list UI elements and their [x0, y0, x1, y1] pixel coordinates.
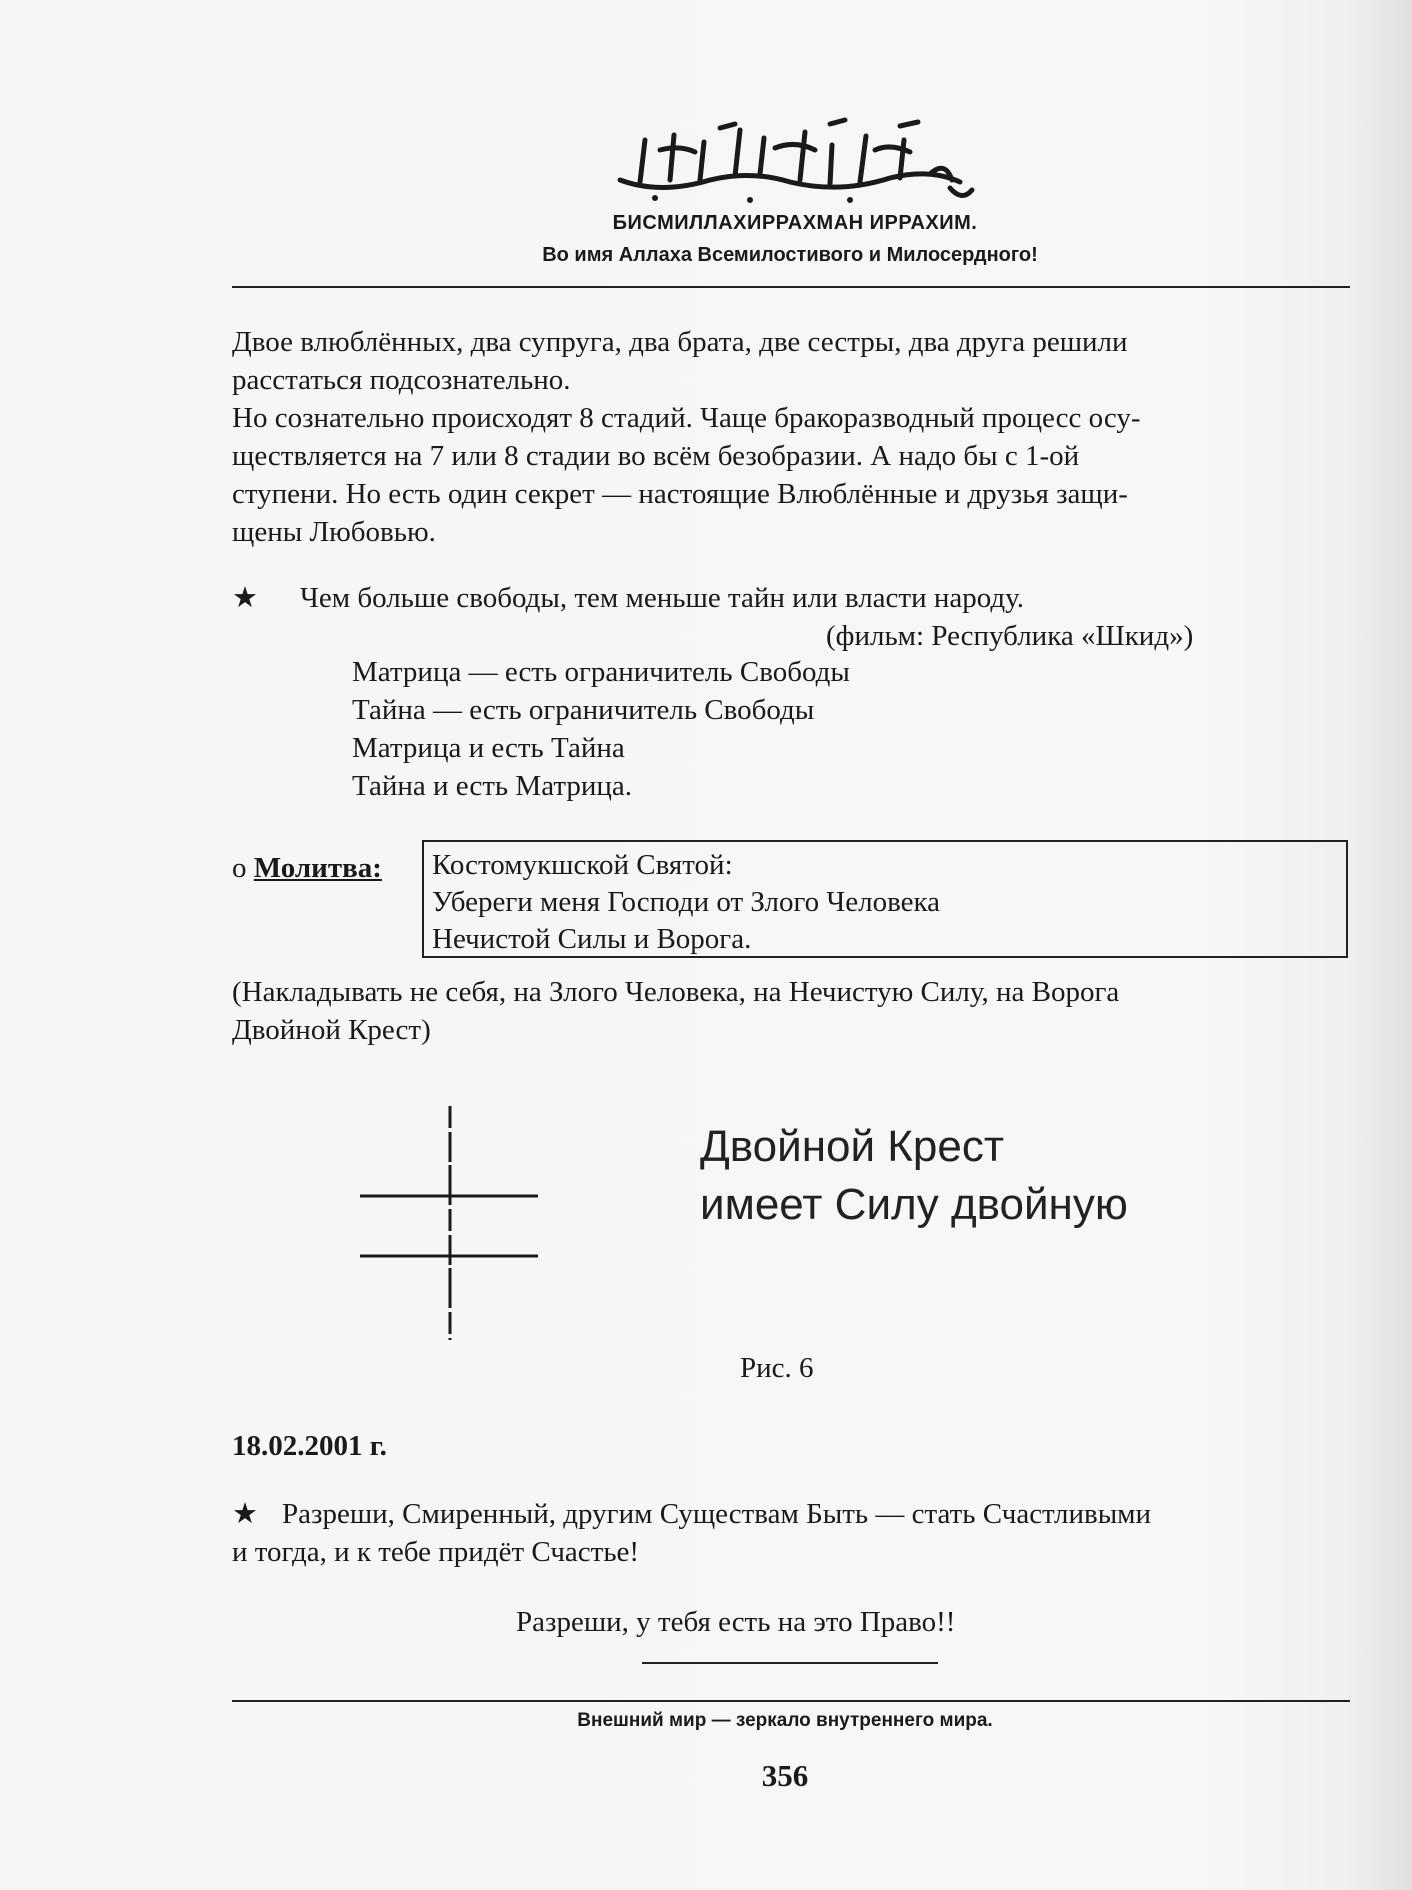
- star-icon: ★: [232, 1498, 258, 1530]
- prayer-line: Костомукшской Святой:: [432, 849, 733, 881]
- page-edge-shadow: [1352, 0, 1412, 1890]
- prayer-note: Двойной Крест): [232, 1014, 431, 1046]
- figure-caption-line: Двойной Крест: [700, 1122, 1005, 1171]
- double-cross-figure: [350, 1100, 550, 1350]
- verse-line: Матрица — есть ограничитель Свободы: [352, 656, 850, 688]
- header-subtitle: Во имя Аллаха Всемилостивого и Милосердного!: [542, 244, 1038, 266]
- prayer-box: [422, 840, 1348, 958]
- paragraph-line: ступени. Но есть один секрет — настоящие Влюблённые и друзья защи-: [232, 478, 1128, 510]
- prayer-label: [232, 852, 382, 885]
- figure-caption: [700, 1118, 1128, 1234]
- paragraph-line: ществляется на 7 или 8 стадии во всём безобразии. А надо бы с 1-ой: [232, 440, 1080, 472]
- footer-motto: Внешний мир — зеркало внутреннего мира.: [577, 1710, 993, 1731]
- paragraph-line: Двое влюблённых, два супруга, два брата, две сестры, два друга решили: [232, 326, 1128, 358]
- closing-divider: [642, 1662, 938, 1664]
- footer-divider: [232, 1700, 1350, 1702]
- prayer-line: Нечистой Силы и Ворога.: [432, 923, 752, 955]
- star-icon: ★: [232, 582, 258, 614]
- quote-source: (фильм: Республика «Шкид»): [826, 620, 1194, 652]
- entry-date: 18.02.2001 г.: [232, 1430, 387, 1462]
- prayer-line: Убереги меня Господи от Злого Человека: [432, 886, 941, 918]
- paragraph-line: щены Любовью.: [232, 516, 436, 548]
- paragraph-line: Но сознательно происходят 8 стадий. Чаще бракоразводный процесс осу-: [232, 402, 1141, 434]
- page-number: 356: [761, 1758, 809, 1793]
- bismillah-calligraphy: [600, 110, 980, 210]
- prayer-label-text: Молитва:: [253, 852, 382, 884]
- figure-label: Рис. 6: [740, 1352, 814, 1384]
- verse-line: Матрица и есть Тайна: [352, 732, 625, 764]
- verse-line: Тайна и есть Матрица.: [352, 770, 633, 802]
- figure-caption-line: имеет Силу двойную: [700, 1180, 1128, 1229]
- quote-text: Чем больше свободы, тем меньше тайн или власти народу.: [300, 582, 1025, 614]
- header-title: БИСМИЛЛАХИРРАХМАН ИРРАХИМ.: [612, 212, 978, 234]
- entry-line: Разреши, Смиренный, другим Существам Быть — стать Счастливыми: [282, 1498, 1152, 1530]
- entry-line: и тогда, и к тебе придёт Счастье!: [232, 1536, 640, 1568]
- bullet-icon: o: [232, 852, 247, 884]
- header-divider: [232, 286, 1350, 288]
- prayer-note: (Накладывать не себя, на Злого Человека, на Нечистую Силу, на Ворога: [232, 976, 1120, 1008]
- verse-line: Тайна — есть ограничитель Свободы: [352, 694, 815, 726]
- paragraph-line: расстаться подсознательно.: [232, 364, 571, 396]
- closing-line: Разреши, у тебя есть на это Право!!: [516, 1606, 956, 1638]
